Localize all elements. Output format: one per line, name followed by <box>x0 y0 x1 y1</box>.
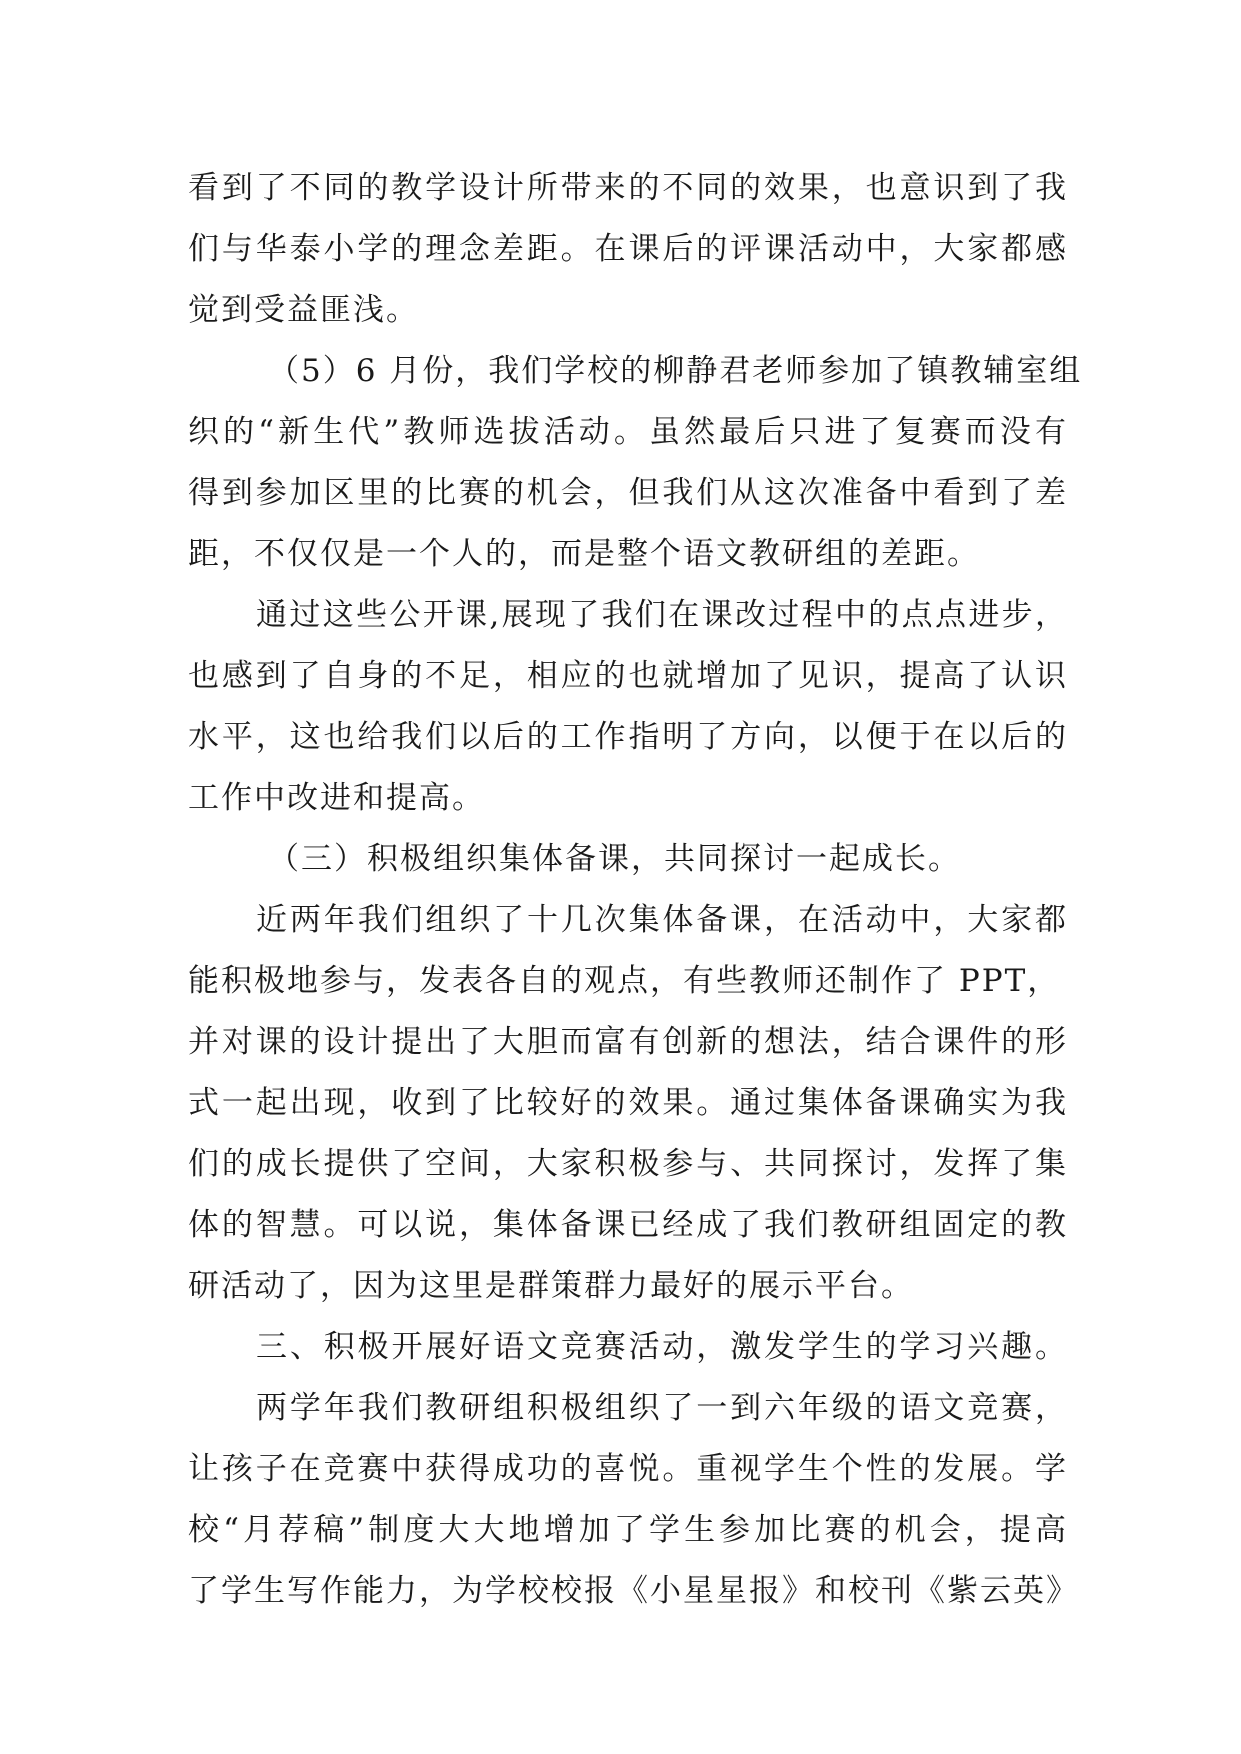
text-line: 们的成长提供了空间，大家积极参与、共同探讨，发挥了集 <box>188 1146 1068 1182</box>
text-line: 通过这些公开课,展现了我们在课改过程中的点点进步， <box>256 597 1068 633</box>
text-line: 也感到了自身的不足，相应的也就增加了见识，提高了认识 <box>188 658 1068 694</box>
text-line: 们与华泰小学的理念差距。在课后的评课活动中，大家都感 <box>188 231 1068 267</box>
text-line: 能积极地参与，发表各自的观点，有些教师还制作了 PPT， <box>188 963 1061 999</box>
text-line: 工作中改进和提高。 <box>188 780 485 816</box>
text-line: （5）6 月份，我们学校的柳静君老师参加了镇教辅室组 <box>268 353 1083 389</box>
text-line: 让孩子在竞赛中获得成功的喜悦。重视学生个性的发展。学 <box>188 1451 1068 1487</box>
body-text <box>188 158 1083 1622</box>
text-line: 两学年我们教研组积极组织了一到六年级的语文竞赛， <box>256 1390 1068 1426</box>
section-heading: （三）积极组织集体备课，共同探讨一起成长。 <box>268 841 961 877</box>
text-line: 距，不仅仅是一个人的，而是整个语文教研组的差距。 <box>188 536 980 572</box>
text-line: 了学生写作能力，为学校校报《小星星报》和校刊《紫云英》 <box>188 1573 1079 1609</box>
text-line: 看到了不同的教学设计所带来的不同的效果，也意识到了我 <box>188 170 1068 206</box>
text-line: 得到参加区里的比赛的机会，但我们从这次准备中看到了差 <box>188 475 1068 511</box>
text-line: 体的智慧。可以说，集体备课已经成了我们教研组固定的教 <box>188 1207 1068 1243</box>
text-line: 近两年我们组织了十几次集体备课，在活动中，大家都 <box>256 902 1068 938</box>
text-line: 并对课的设计提出了大胆而富有创新的想法，结合课件的形 <box>188 1024 1068 1060</box>
text-line: 觉到受益匪浅。 <box>188 292 419 328</box>
text-line: 式一起出现，收到了比较好的效果。通过集体备课确实为我 <box>188 1085 1068 1121</box>
section-heading: 三、积极开展好语文竞赛活动，激发学生的学习兴趣。 <box>256 1329 1068 1365</box>
text-line: 研活动了，因为这里是群策群力最好的展示平台。 <box>188 1268 914 1304</box>
text-line: 织的“新生代”教师选拔活动。虽然最后只进了复赛而没有 <box>188 414 1068 450</box>
text-line: 水平，这也给我们以后的工作指明了方向，以便于在以后的 <box>188 719 1068 755</box>
text-line: 校“月荐稿”制度大大地增加了学生参加比赛的机会，提高 <box>188 1512 1068 1548</box>
